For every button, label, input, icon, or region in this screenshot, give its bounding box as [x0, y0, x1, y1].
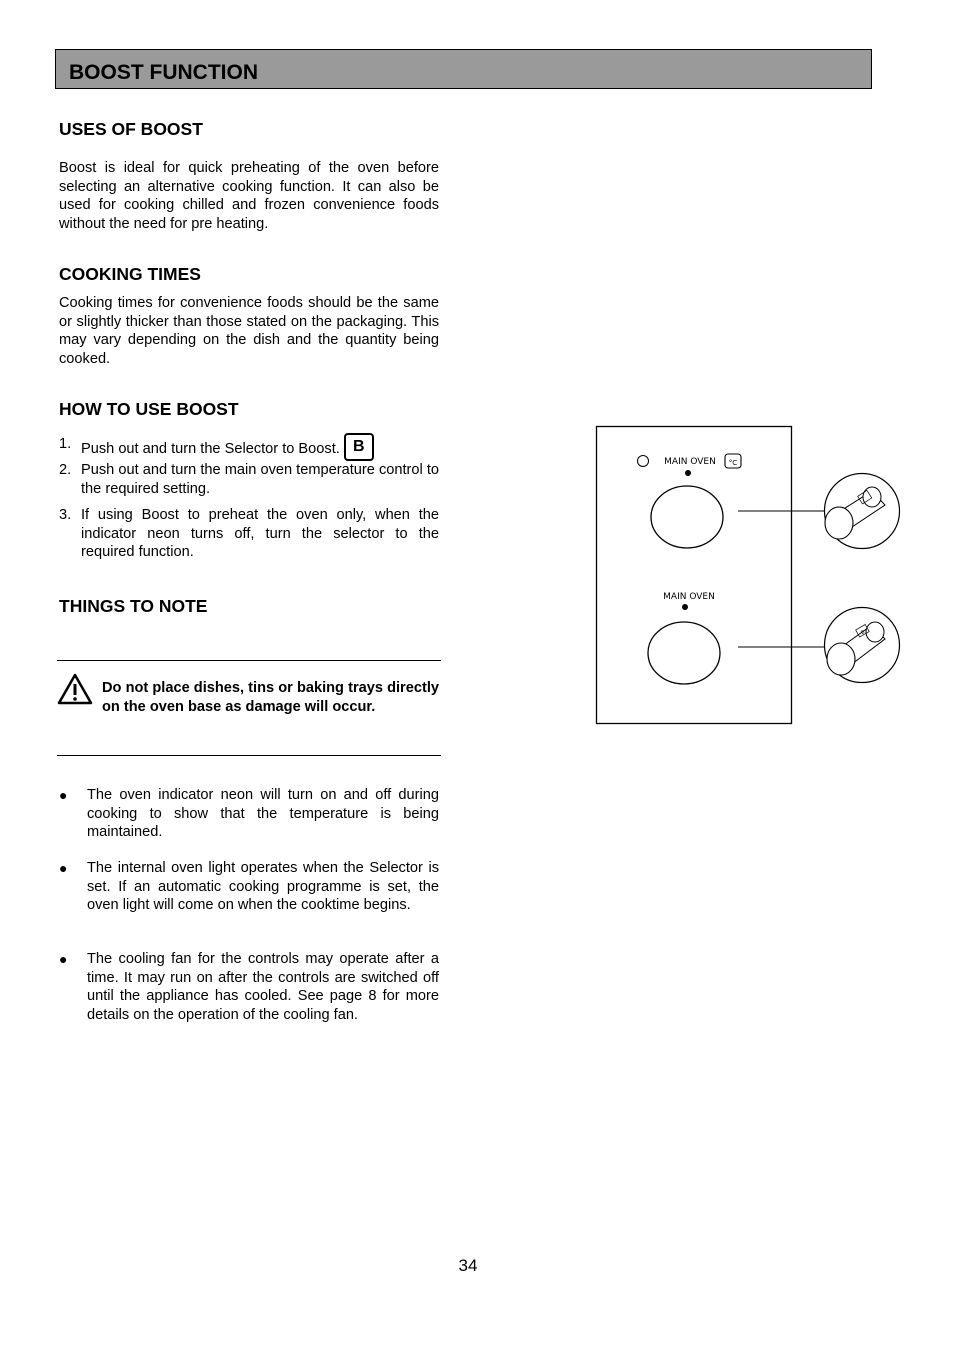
step-text: Push out and turn the main oven temperature control to the required setting.: [81, 462, 439, 497]
page-number: 34: [458, 1256, 478, 1275]
warning-triangle-icon: [57, 673, 93, 705]
bullet-icon: ●: [59, 787, 68, 803]
divider: [57, 755, 441, 756]
cooking-times-heading: COOKING TIMES: [59, 264, 201, 284]
uses-body: Boost is ideal for quick preheating of the oven before selecting an alternative cooking function. It can also be used for cooking chilled and frozen convenience foods without the need for pre heating.: [59, 160, 439, 232]
cooking-times-body: Cooking times for convenience foods should be the same or slightly thicker than those stated on the packaging. This may vary depending on the dish and the quantity being cooked.: [59, 295, 439, 367]
note-bullet: [59, 859, 439, 935]
bullet-text: The oven indicator neon will turn on and off during cooking to show that the temperature is being maintained.: [87, 787, 439, 841]
bullet-text: The cooling fan for the controls may operate after a time. It may run on after the controls are switched off until the appliance has cooled. See page 8 for more details on the operation of the cooling fan.: [87, 951, 439, 1023]
uses-heading: USES OF BOOST: [59, 119, 203, 139]
step-number: 2.: [59, 462, 72, 478]
step-number: 3.: [59, 507, 72, 523]
bullet-icon: ●: [59, 860, 68, 876]
boost-symbol-closeup: B: [860, 629, 866, 637]
step-text: Push out and turn the Selector to Boost.: [81, 440, 340, 457]
main-oven-label-bottom: MAIN OVEN: [663, 592, 715, 602]
step-number: 1.: [59, 436, 72, 452]
page-title: BOOST FUNCTION: [69, 61, 258, 84]
bullet-text: The internal oven light operates when the Selector is set. If an automatic cooking programme is set, the oven light will come on when the cooktime begins.: [87, 860, 439, 914]
things-to-note-heading: THINGS TO NOTE: [59, 596, 208, 616]
divider: [57, 660, 441, 661]
note-bullet: [59, 950, 439, 1045]
indicator-dot: [685, 470, 691, 476]
main-oven-label-top: MAIN OVEN: [664, 457, 716, 467]
step-3: [59, 506, 439, 564]
boost-symbol-icon: B: [344, 433, 374, 461]
step-2: [59, 461, 439, 501]
selector-closeup-icon: [825, 474, 900, 549]
panel-outline: [597, 427, 792, 724]
warning-text: Do not place dishes, tins or baking trays directly on the oven base as damage will occur.: [102, 680, 439, 715]
how-to-heading: HOW TO USE BOOST: [59, 399, 239, 419]
section-header: [55, 49, 872, 89]
control-panel-diagram: [595, 425, 905, 725]
step-text-wrap: [81, 435, 439, 463]
step-text: If using Boost to preheat the oven only, when the indicator neon turns off, turn the selector to the required function.: [81, 507, 439, 561]
bullet-icon: ●: [59, 951, 68, 967]
indicator-dot: [682, 604, 688, 610]
temperature-symbol-text: °C: [728, 459, 738, 467]
temperature-closeup-icon: [825, 608, 900, 683]
step-1: [59, 435, 439, 463]
note-bullet: [59, 786, 439, 844]
